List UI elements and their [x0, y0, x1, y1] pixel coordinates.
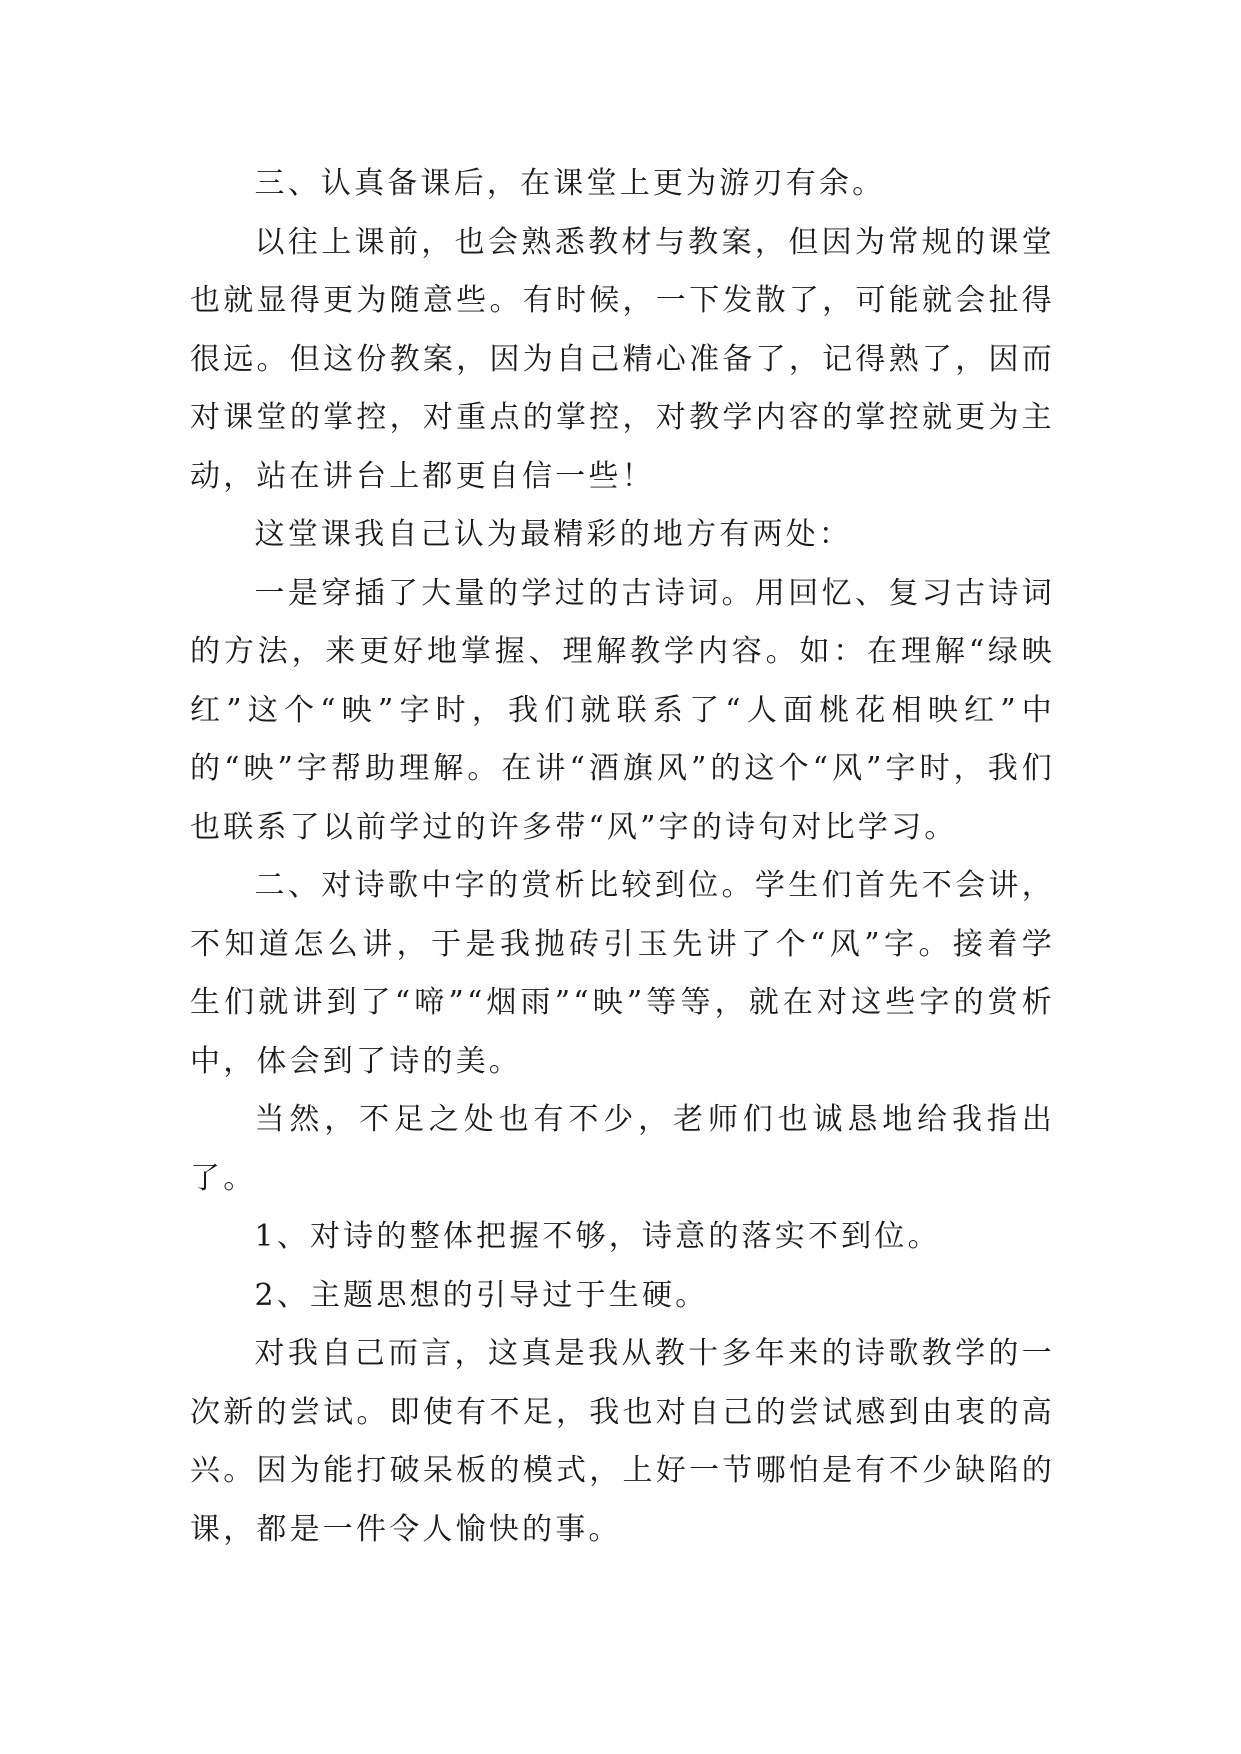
- paragraph-heading-three: 三、认真备课后，在课堂上更为游刃有余。: [254, 166, 886, 201]
- document-body: [190, 155, 1055, 1559]
- paragraph-shortcomings-intro: 当然，不足之处也有不少，老师们也诚恳地给我指出了。: [190, 1102, 1055, 1196]
- paragraph-highlights-intro: 这堂课我自己认为最精彩的地方有两处：: [254, 517, 853, 552]
- paragraph-conclusion: 对我自己而言，这真是我从教十多年来的诗歌教学的一次新的尝试。即使有不足，我也对自己的尝试感到由衷的高兴。因为能打破呆板的模式，上好一节哪怕是有不少缺陷的课，都是一件令人愉快的事。: [190, 1336, 1055, 1547]
- paragraph-shortcoming-two: 2、主题思想的引导过于生硬。: [254, 1277, 709, 1313]
- paragraph-highlight-two: 二、对诗歌中字的赏析比较到位。学生们首先不会讲，不知道怎么讲，于是我抛砖引玉先讲了个“风”字。接着学生们就讲到了“啼”“烟雨”“映”等等，就在对这些字的赏析中，体会到了诗的美。: [190, 868, 1055, 1079]
- paragraph-highlight-one: 一是穿插了大量的学过的古诗词。用回忆、复习古诗词的方法，来更好地掌握、理解教学内容。如：在理解“绿映红”这个“映”字时，我们就联系了“人面桃花相映红”中的“映”字帮助理解。在讲“酒旗风”的这个“风”字时，我们也联系了以前学过的许多带“风”字的诗句对比学习。: [190, 575, 1055, 845]
- paragraph-lesson-prep: 以往上课前，也会熟悉教材与教案，但因为常规的课堂也就显得更为随意些。有时候，一下发散了，可能就会扯得很远。但这份教案，因为自己精心准备了，记得熟了，因而对课堂的掌控，对重点的掌控，对教学内容的掌控就更为主动，站在讲台上都更自信一些！: [190, 224, 1055, 494]
- paragraph-shortcoming-one: 1、对诗的整体把握不够，诗意的落实不到位。: [254, 1219, 941, 1254]
